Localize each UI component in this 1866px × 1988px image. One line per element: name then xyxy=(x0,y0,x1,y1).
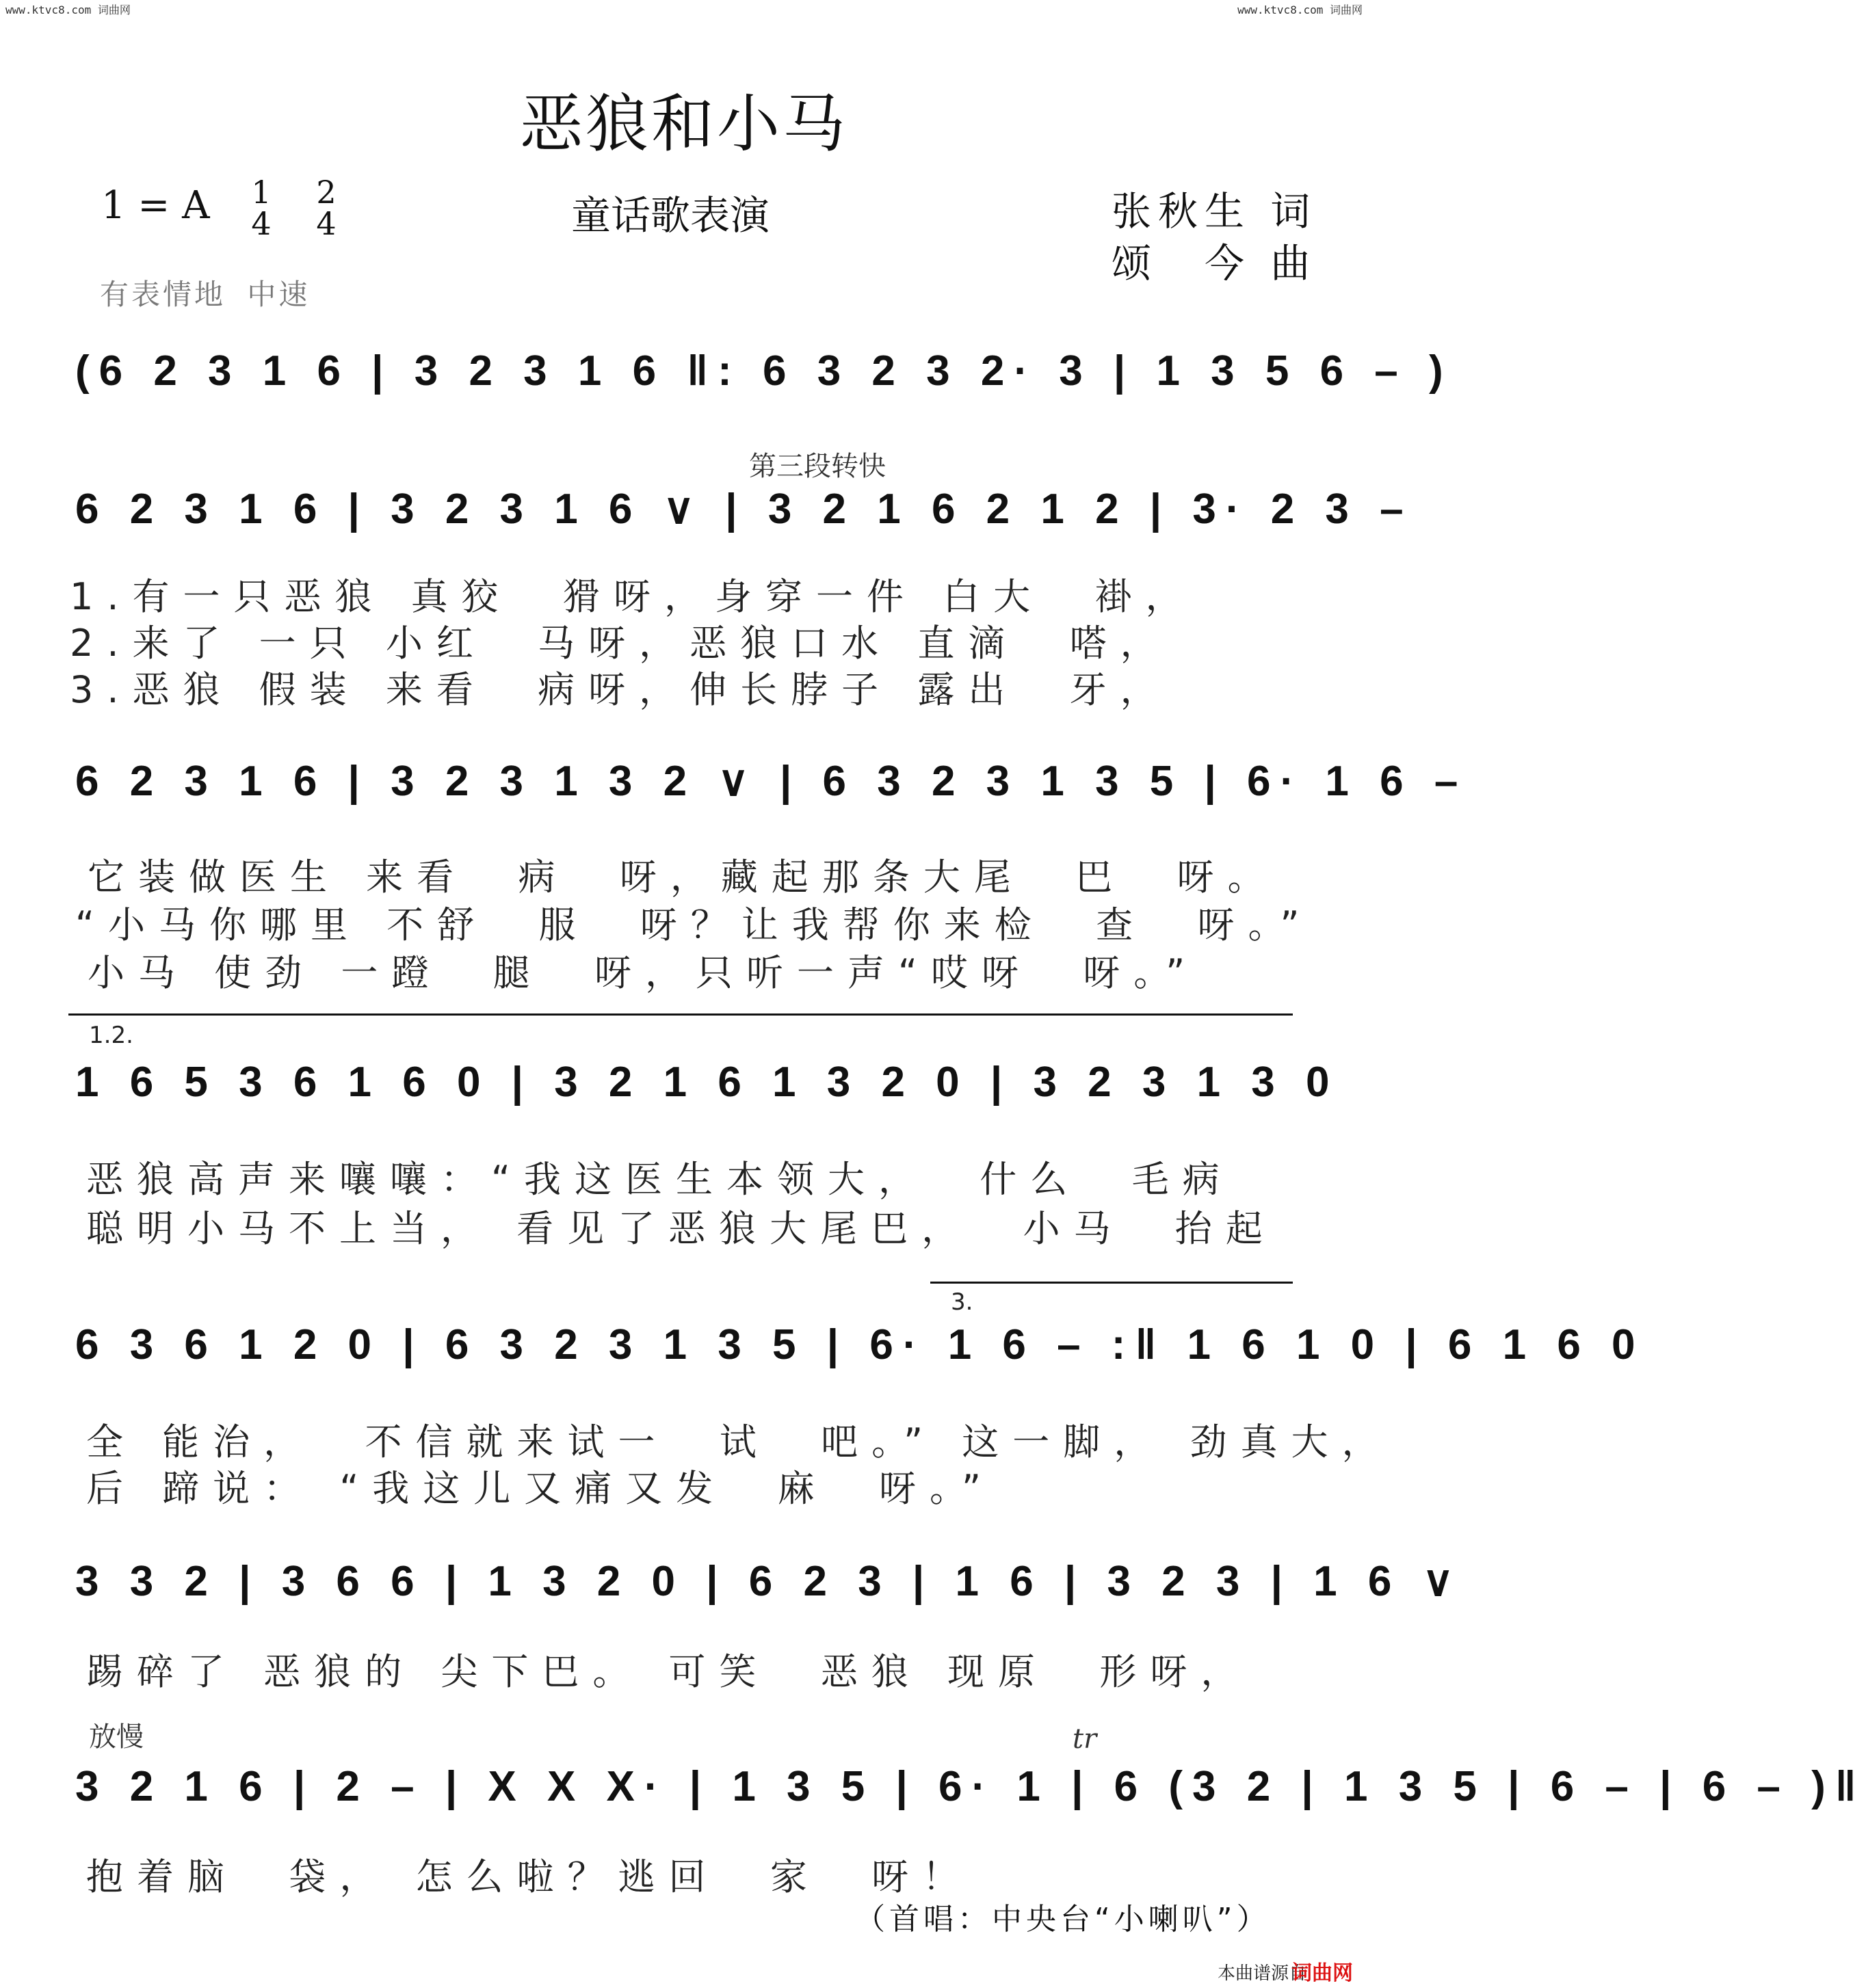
lyricist: 张秋生 词 xyxy=(1112,188,1317,235)
slow-down-marking: 放慢 xyxy=(89,1721,144,1753)
lyric-verse-2: “小马你哪里 不舒 服 呀？让我帮你来检 查 呀。” xyxy=(75,903,1313,946)
lyric-verse-3: 3.恶狼 假装 来看 病呀，伸长脖子 露出 牙， xyxy=(70,668,1171,711)
composer: 颂 今 曲 xyxy=(1112,240,1317,287)
lyric-verse-1: 1.有一只恶狼 真狡 猾呀，身穿一件 白大 褂， xyxy=(70,575,1196,618)
music-system-1 xyxy=(75,347,1453,395)
notation-line: 6 2 3 1 6 | 3 2 3 1 6 ∨ | 3 2 1 6 2 1 2 | 3· 2 3 – xyxy=(75,486,1413,533)
volta-bracket-3 xyxy=(930,1282,1293,1284)
music-system-4 xyxy=(75,1059,1339,1106)
song-subtitle: 童话歌表演 xyxy=(571,192,770,239)
volta-bracket-1-2 xyxy=(68,1013,1293,1016)
watermark-right: www.ktvc8.com 词曲网 xyxy=(1237,3,1363,16)
lyric-verse-2: 后 蹄说： “我这儿又痛又发 麻 呀。” xyxy=(86,1467,995,1510)
volta-label-1-2: 1.2. xyxy=(89,1022,133,1049)
lyric-verse-1: 它装做医生 来看 病 呀，藏起那条大尾 巴 呀。 xyxy=(88,856,1278,899)
performer-credit: （首唱：中央台“小喇叭”） xyxy=(855,1902,1271,1937)
lyric-verse-2: 2.来了 一只 小红 马呀，恶狼口水 直滴 嗒， xyxy=(70,622,1171,665)
source-footer: 本曲谱源自 xyxy=(1218,1963,1307,1984)
tempo-change-marking: 第三段转快 xyxy=(749,451,886,482)
key-signature: 1 = A xyxy=(101,183,210,228)
notation-line: 6 2 3 1 6 | 3 2 3 1 3 2 ∨ | 6 3 2 3 1 3 5 | 6· 1 6 – xyxy=(75,758,1468,805)
music-system-2 xyxy=(75,486,1413,533)
tempo-marking: 有表情地 中速 xyxy=(100,278,311,311)
lyric-verse-3: 小马 使劲 一蹬 腿 呀，只听一声“哎呀 呀。” xyxy=(88,951,1199,994)
time-signature-2-4: 2 4 xyxy=(316,174,337,242)
notation-line: 6 3 6 1 2 0 | 6 3 2 3 1 3 5 | 6· 1 6 – :‖ 1 6 1 0 | 6 1 6 0 xyxy=(75,1321,1645,1368)
song-title: 恶狼和小马 xyxy=(519,88,848,161)
lyric-verse-1: 全 能治， 不信就来试一 试 吧。” 这一脚， 劲真大， xyxy=(86,1420,1393,1463)
lyric-verse-1: 恶狼高声来嚷嚷：“我这医生本领大， 什么 毛病 xyxy=(86,1158,1233,1201)
music-system-3 xyxy=(75,758,1468,806)
music-system-5 xyxy=(75,1321,1645,1369)
source-logo: 词曲网 xyxy=(1291,1961,1353,1985)
watermark-left: www.ktvc8.com 词曲网 xyxy=(5,3,131,16)
lyric-verse-1: 抱着脑 袋， 怎么啦？逃回 家 呀！ xyxy=(86,1855,973,1898)
lyric-verse-2: 聪明小马不上当， 看见了恶狼大尾巴， 小马 抬起 xyxy=(86,1207,1276,1250)
notation-line: 1 6 5 3 6 1 6 0 | 3 2 1 6 1 3 2 0 | 3 2 3 1 3 0 xyxy=(75,1059,1339,1106)
lyric-verse-1: 踢碎了 恶狼的 尖下巴。 可笑 恶狼 现原 形呀， xyxy=(86,1650,1252,1693)
music-system-7 xyxy=(75,1763,1866,1811)
notation-line: 3 2 1 6 | 2 – | X X X· | 1 3 5 | 6· 1 | 6 (3 2 | 1 3 5 | 6 – | 6 – )‖ xyxy=(75,1763,1866,1810)
trill-marking: tr xyxy=(1073,1723,1097,1755)
volta-label-3: 3. xyxy=(951,1288,973,1316)
notation-line: (6 2 3 1 6 | 3 2 3 1 6 ‖: 6 3 2 3 2· 3 | 1 3 5 6 – ) xyxy=(75,347,1453,395)
music-system-6 xyxy=(75,1558,1463,1606)
notation-line: 3 3 2 | 3 6 6 | 1 3 2 0 | 6 2 3 | 1 6 | 3 2 3 | 1 6 ∨ xyxy=(75,1558,1463,1605)
time-signature-1-4: 1 4 xyxy=(251,174,272,242)
